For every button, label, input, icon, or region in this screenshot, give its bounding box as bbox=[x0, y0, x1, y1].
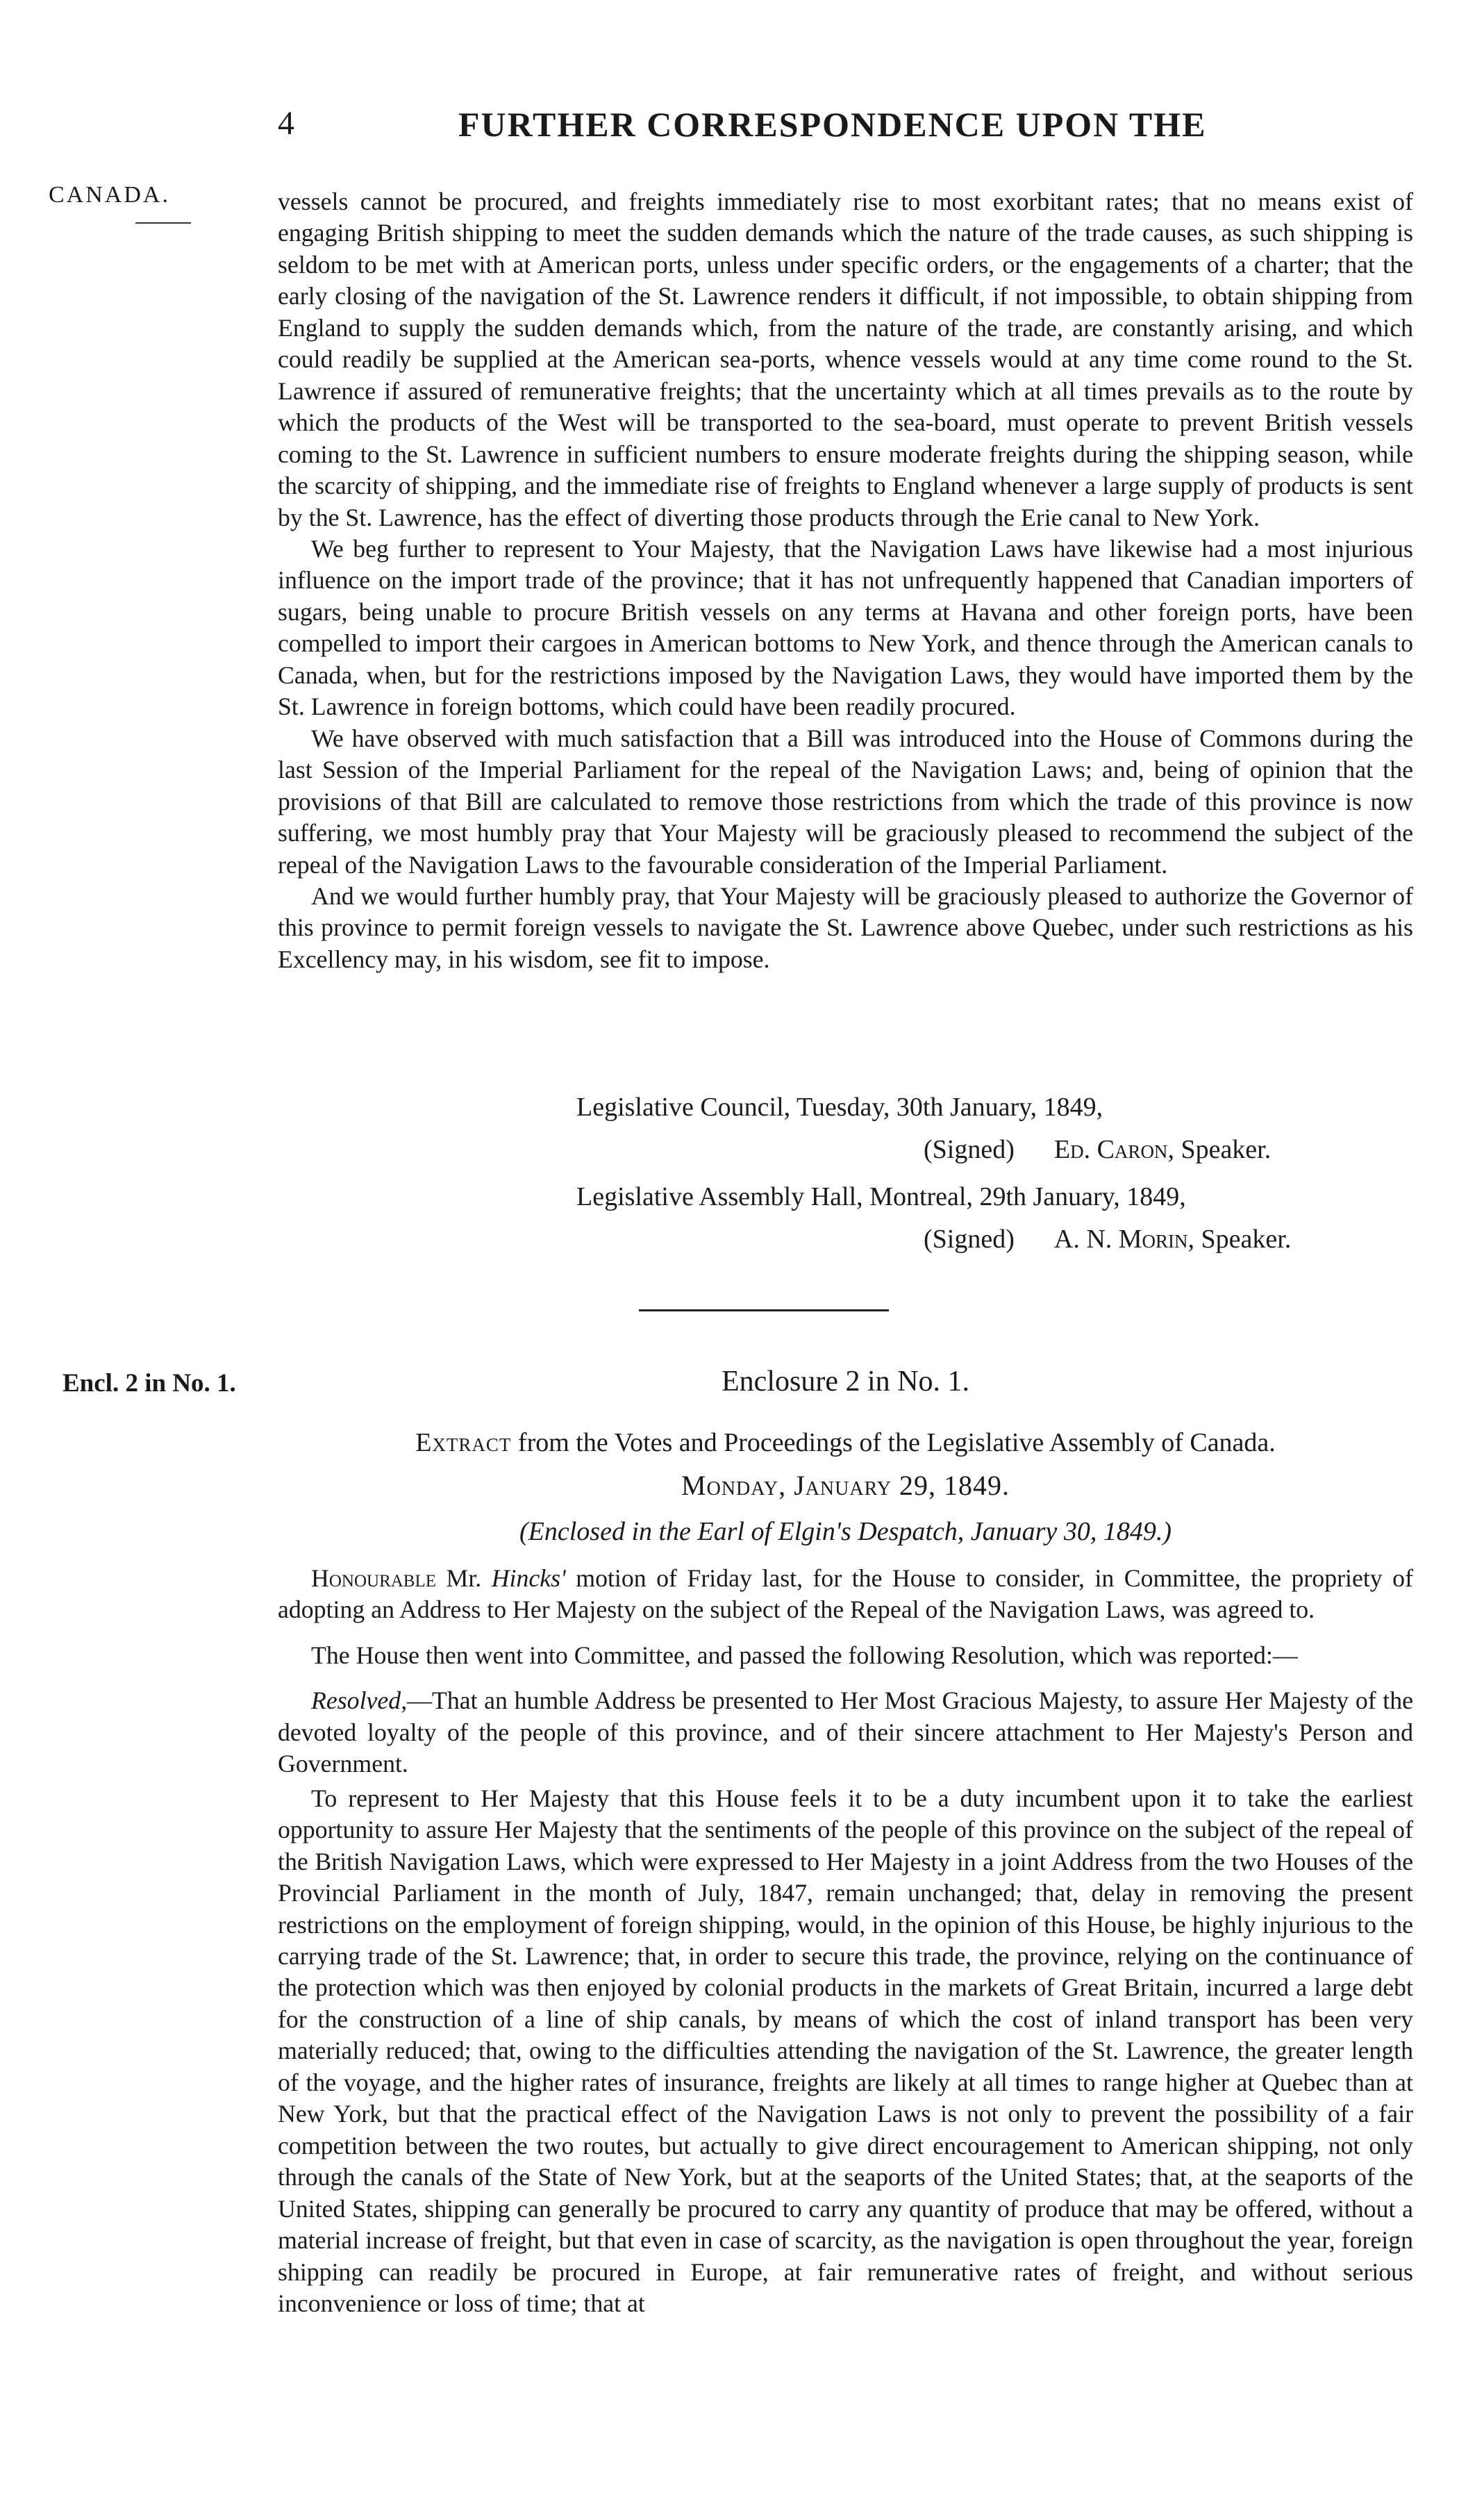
paragraph: We beg further to represent to Your Majesty, that the Navigation Laws have likewise had a most injurious influence on the import trade of the province; that it has not unfrequently happened that Canadian importers of sugars, being unable to procure British vessels on any terms at Havana and other foreign ports, have been compelled to import their cargoes in American bottoms to New York, and thence through the American canals to Canada, when, but for the restrictions imposed by the Navigation Laws, they would have imported them by the St. Lawrence in foreign bottoms, which could have been readily procured. bbox=[278, 534, 1413, 721]
page-number: 4 bbox=[278, 105, 294, 142]
paragraph-rest: motion of Friday last, for the House to consider, in Committee, the propriety of adopting an Address to Her Majesty on the subject of the Repeal of the Navigation Laws, was agreed to. bbox=[278, 1564, 1413, 1624]
extract-heading bbox=[278, 1427, 1413, 1458]
signatory-name: Ed. Caron bbox=[1053, 1135, 1168, 1164]
honourable-word: Honourable bbox=[311, 1564, 437, 1592]
signatory-title: , Speaker. bbox=[1167, 1135, 1272, 1164]
proceedings-date: Monday, January 29, 1849. bbox=[681, 1470, 1010, 1501]
margin-note-enclosure: Encl. 2 in No. 1. bbox=[62, 1369, 236, 1398]
mr-word: Mr. bbox=[436, 1564, 492, 1592]
member-name: Hincks' bbox=[491, 1564, 566, 1592]
margin-rule bbox=[135, 222, 191, 224]
signatory-title: , Speaker. bbox=[1187, 1225, 1292, 1254]
paragraph: The House then went into Committee, and passed the following Resolution, which was reported:— bbox=[311, 1641, 1298, 1669]
enclosed-note: (Enclosed in the Earl of Elgin's Despatch, January 30, 1849.) bbox=[519, 1517, 1172, 1546]
signed-label: (Signed) bbox=[924, 1135, 1015, 1164]
signatory-name: A. N. Morin bbox=[1053, 1225, 1188, 1254]
signature-council-line: Legislative Council, Tuesday, 30th January, 1849, bbox=[576, 1093, 1103, 1122]
signed-label: (Signed) bbox=[924, 1225, 1015, 1254]
address-continuation bbox=[278, 186, 1413, 975]
paragraph bbox=[278, 1563, 1413, 1626]
margin-note-canada: CANADA. bbox=[49, 182, 170, 208]
paragraph: And we would further humbly pray, that Your Majesty will be graciously pleased to authorize the Governor of this province to permit foreign vessels to navigate the St. Lawrence above Quebec, under such restrictions as his Excellency may, in his wisdom, see fit to impose. bbox=[278, 881, 1413, 973]
paragraph: To represent to Her Majesty that this House feels it to be a duty incumbent upon it to take the earliest opportunity to assure Her Majesty that the sentiments of the people of this province on the subject of the repeal of the British Navigation Laws, which were expressed to Her Majesty in a joint Address from the two Houses of the Provincial Parliament in the month of July, 1847, remain unchanged; that, delay in removing the present restrictions on the employment of foreign shipping, would, in the opinion of this House, be highly injurious to the carrying trade of the St. Lawrence; that, in order to secure this trade, the province, relying on the continuance of the protection which was then enjoyed by colonial products in the markets of Great Britain, incurred a large debt for the construction of a line of ship canals, by means of which the cost of inland transport has been very materially reduced; that, owing to the difficulties attending the navigation of the St. Lawrence, the greater length of the voyage, and the higher rates of insurance, freights are likely at all times to range higher at Quebec than at New York, but that the practical effect of the Navigation Laws is not only to prevent the possibility of a fair competition between the two routes, but actually to give direct encouragement to American shipping, not only through the canals of the State of New York, but at the seaports of the United States; that, at the seaports of the United States, shipping can generally be procured to carry any quantity of produce that may be offered, without a material increase of freight, but that even in case of scarcity, as the navigation is open throughout the year, foreign shipping can readily be procured in Europe, at fair remunerative rates of freight, and without serious inconvenience or loss of time; that at bbox=[278, 1784, 1413, 2317]
extract-rest: from the Votes and Proceedings of the Legislative Assembly of Canada. bbox=[511, 1428, 1276, 1457]
enclosure-title: Enclosure 2 in No. 1. bbox=[722, 1366, 969, 1398]
signature-assembly-line: Legislative Assembly Hall, Montreal, 29th January, 1849, bbox=[576, 1182, 1186, 1211]
proceedings-text bbox=[278, 1563, 1413, 2319]
resolved-word: Resolved, bbox=[311, 1686, 408, 1715]
signature-morin bbox=[924, 1224, 1291, 1254]
section-divider bbox=[639, 1309, 889, 1311]
signature-caron bbox=[924, 1134, 1271, 1165]
paragraph: vessels cannot be procured, and freights immediately rise to most exorbitant rates; that no means exist of engaging British shipping to meet the sudden demands which the nature of the trade causes, as such shipping is seldom to be met with at American ports, unless under specific orders, or the engagements of a charter; that the early closing of the navigation of the St. Lawrence renders it difficult, if not impossible, to obtain shipping from England to supply the sudden demands which, from the nature of the trade, are constantly arising, and which could readily be supplied at the American sea-ports, whence vessels would at any time come round to the St. Lawrence if assured of remunerative freights; that the uncertainty which at all times prevails as to the route by which the products of the West will be transported to the sea-board, must operate to prevent British vessels coming to the St. Lawrence in sufficient numbers to ensure moderate freights during the shipping season, while the scarcity of shipping, and the immediate rise of freights to England whenever a large supply of products is sent by the St. Lawrence, has the effect of diverting those products through the Erie canal to New York. bbox=[278, 188, 1413, 531]
extract-word: Extract bbox=[415, 1428, 512, 1457]
paragraph: We have observed with much satisfaction that a Bill was introduced into the House of Commons during the last Session of the Imperial Parliament for the repeal of the Navigation Laws; and, being of opinion that the provisions of that Bill are calculated to remove those restrictions from which the trade of this province is now suffering, we most humbly pray that Your Majesty will be graciously pleased to recommend the subject of the repeal of the Navigation Laws to the favourable consideration of the Imperial Parliament. bbox=[278, 724, 1413, 879]
paragraph bbox=[278, 1685, 1413, 1780]
paragraph-rest: —That an humble Address be presented to Her Most Gracious Majesty, to assure Her Majesty of the devoted loyalty of the people of this province, and of their sincere attachment to Her Majesty's Person and Government. bbox=[278, 1686, 1413, 1778]
running-title: FURTHER CORRESPONDENCE UPON THE bbox=[458, 105, 1207, 144]
